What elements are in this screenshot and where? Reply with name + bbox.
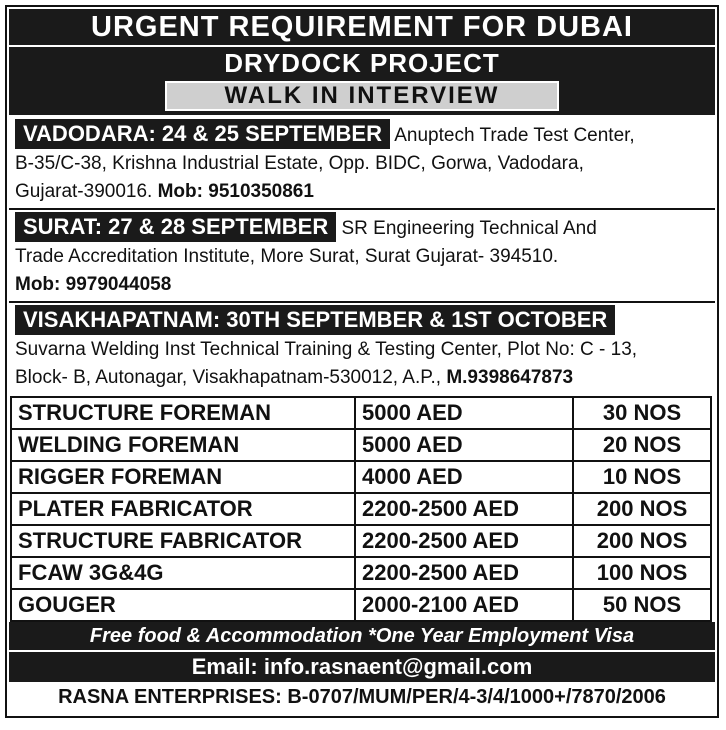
job-count: 50 NOS — [573, 589, 711, 621]
job-salary: 2000-2100 AED — [355, 589, 573, 621]
ad-title: URGENT REQUIREMENT FOR DUBAI — [9, 9, 715, 45]
benefits-banner: Free food & Accommodation *One Year Employment Visa — [9, 622, 715, 650]
table-row — [11, 557, 711, 589]
job-count: 10 NOS — [573, 461, 711, 493]
table-row — [11, 493, 711, 525]
job-position: WELDING FOREMAN — [11, 429, 355, 461]
job-position: STRUCTURE FOREMAN — [11, 397, 355, 429]
table-row — [11, 589, 711, 621]
address-line: Suvarna Welding Inst Technical Training & Testing Center, Plot No: C - 13, — [15, 339, 638, 360]
walkin-banner — [9, 79, 715, 115]
job-salary: 5000 AED — [355, 429, 573, 461]
address-line: Block- B, Autonagar, Visakhapatnam-530012, A.P., — [15, 367, 442, 388]
address-line: Anuptech Trade Test Center, — [394, 125, 635, 146]
job-salary: 4000 AED — [355, 461, 573, 493]
divider — [9, 301, 715, 303]
location-heading: VISAKHAPATNAM: 30TH SEPTEMBER & 1ST OCTOBER — [15, 305, 615, 335]
mobile-number: M.9398647873 — [446, 367, 574, 388]
job-salary: 2200-2500 AED — [355, 493, 573, 525]
job-count: 20 NOS — [573, 429, 711, 461]
job-position: FCAW 3G&4G — [11, 557, 355, 589]
job-salary: 5000 AED — [355, 397, 573, 429]
job-count: 100 NOS — [573, 557, 711, 589]
walkin-label: WALK IN INTERVIEW — [165, 81, 559, 111]
table-row — [11, 397, 711, 429]
job-salary: 2200-2500 AED — [355, 525, 573, 557]
jobs-table — [10, 396, 712, 622]
location-surat — [7, 212, 717, 299]
location-heading: VADODARA: 24 & 25 SEPTEMBER — [15, 119, 390, 149]
divider — [9, 208, 715, 210]
job-salary: 2200-2500 AED — [355, 557, 573, 589]
job-position: STRUCTURE FABRICATOR — [11, 525, 355, 557]
job-position: GOUGER — [11, 589, 355, 621]
mobile-number: Mob: 9510350861 — [157, 181, 314, 202]
address-line: Gujarat-390016. — [15, 181, 153, 202]
table-row — [11, 429, 711, 461]
address-line: Trade Accreditation Institute, More Surat, Surat Gujarat- 394510. — [15, 246, 559, 267]
location-heading: SURAT: 27 & 28 SEPTEMBER — [15, 212, 336, 242]
address-line: B-35/C-38, Krishna Industrial Estate, Opp. BIDC, Gorwa, Vadodara, — [15, 153, 584, 174]
license-number: RASNA ENTERPRISES: B-0707/MUM/PER/4-3/4/1000+/7870/2006 — [58, 686, 666, 708]
table-row — [11, 525, 711, 557]
address-line: SR Engineering Technical And — [341, 218, 597, 239]
job-count: 200 NOS — [573, 525, 711, 557]
project-subtitle: DRYDOCK PROJECT — [9, 47, 715, 79]
job-position: PLATER FABRICATOR — [11, 493, 355, 525]
job-advertisement — [5, 5, 719, 718]
location-visakhapatnam — [7, 305, 717, 392]
table-row — [11, 461, 711, 493]
location-vadodara — [7, 119, 717, 206]
job-position: RIGGER FOREMAN — [11, 461, 355, 493]
mobile-number: Mob: 9979044058 — [15, 274, 172, 295]
job-count: 200 NOS — [573, 493, 711, 525]
job-count: 30 NOS — [573, 397, 711, 429]
email-contact: Email: info.rasnaent@gmail.com — [9, 652, 715, 682]
